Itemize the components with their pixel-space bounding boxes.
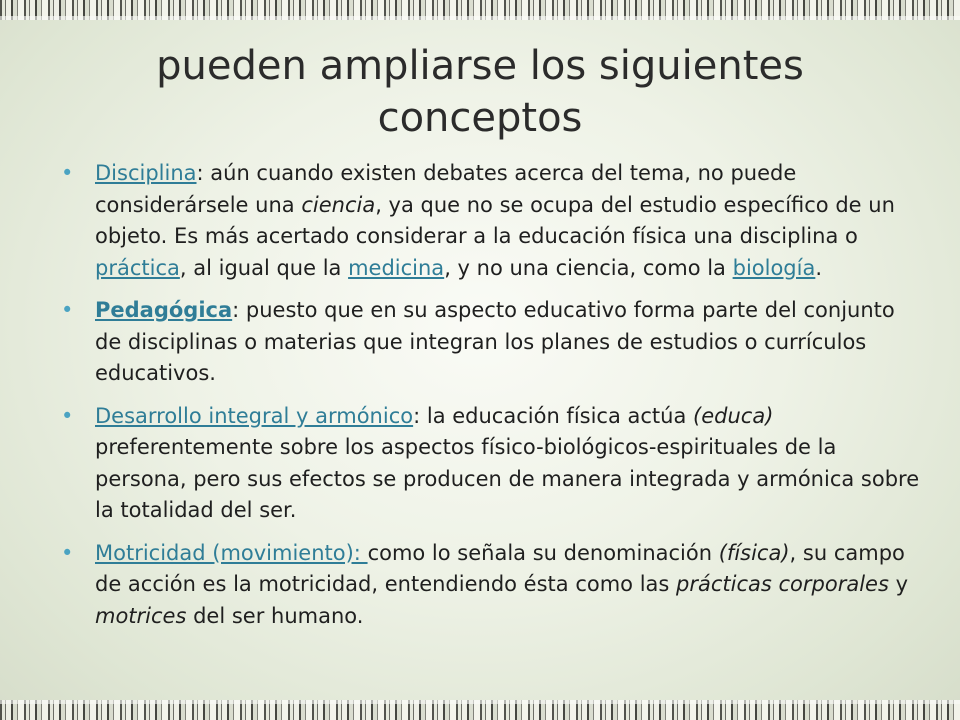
bullet-text — [95, 541, 908, 628]
link-disciplina[interactable]: Disciplina — [95, 161, 197, 185]
bullet-item-desarrollo — [58, 401, 920, 527]
text-segment: : la educación física actúa — [413, 403, 694, 428]
text-segment: como lo señala su denominación — [367, 540, 719, 565]
bullet-marker: • — [61, 298, 74, 322]
bullet-marker: • — [61, 161, 74, 185]
text-segment: . — [815, 255, 823, 280]
text-segment: y — [888, 572, 909, 596]
link-biologia[interactable]: biología — [732, 255, 816, 280]
text-segment: , su campo de acción es la motricidad, entendiendo ésta como las — [95, 540, 905, 596]
text-segment: del ser humano. — [186, 603, 364, 628]
italic-ciencia: ciencia — [301, 192, 376, 217]
italic-fisica: (física) — [718, 540, 790, 565]
link-medicina[interactable]: medicina — [348, 255, 445, 280]
text-segment: : aún cuando existen debates acerca del tema, no puede considerársele una — [95, 161, 797, 217]
bullet-text — [95, 161, 895, 280]
bullet-list — [58, 158, 920, 643]
italic-motrices: motrices — [95, 603, 187, 628]
slide-title: pueden ampliarse los siguientes conceptos — [156, 43, 804, 141]
decorative-bottom-border — [0, 700, 960, 720]
text-segment: , al igual que la — [179, 255, 349, 280]
link-practica[interactable]: práctica — [95, 255, 180, 280]
decorative-top-border — [0, 0, 960, 20]
bullet-item-pedagogica — [58, 295, 920, 390]
bullet-marker: • — [61, 403, 74, 428]
bullet-text — [95, 404, 919, 523]
text-segment: , y no una ciencia, como la — [444, 255, 733, 280]
text-segment: : puesto que en su aspecto educativo forma parte del conjunto de disciplinas o materias que integran los planes de estudios o currículos educativos. — [95, 298, 895, 385]
bullet-text — [95, 298, 895, 385]
bullet-marker: • — [61, 540, 74, 565]
bullet-item-motricidad — [58, 538, 920, 633]
italic-practicas-corporales: prácticas corporales — [676, 572, 889, 596]
link-pedagogica[interactable]: Pedagógica — [95, 298, 233, 322]
bullet-item-disciplina — [58, 158, 920, 284]
link-desarrollo-integral[interactable]: Desarrollo integral y armónico — [95, 403, 414, 428]
text-segment: , ya que no se ocupa del estudio específico de un objeto. Es más acertado considerar a la educación física una disciplina o — [95, 192, 895, 248]
text-segment: preferentemente sobre los aspectos físico-biológicos-espirituales de la persona, pero sus efectos se producen de manera integrada y armónica sobre la totalidad del ser. — [95, 435, 920, 522]
link-motricidad[interactable]: Motricidad (movimiento): — [95, 540, 368, 565]
italic-educa: (educa) — [693, 403, 774, 428]
